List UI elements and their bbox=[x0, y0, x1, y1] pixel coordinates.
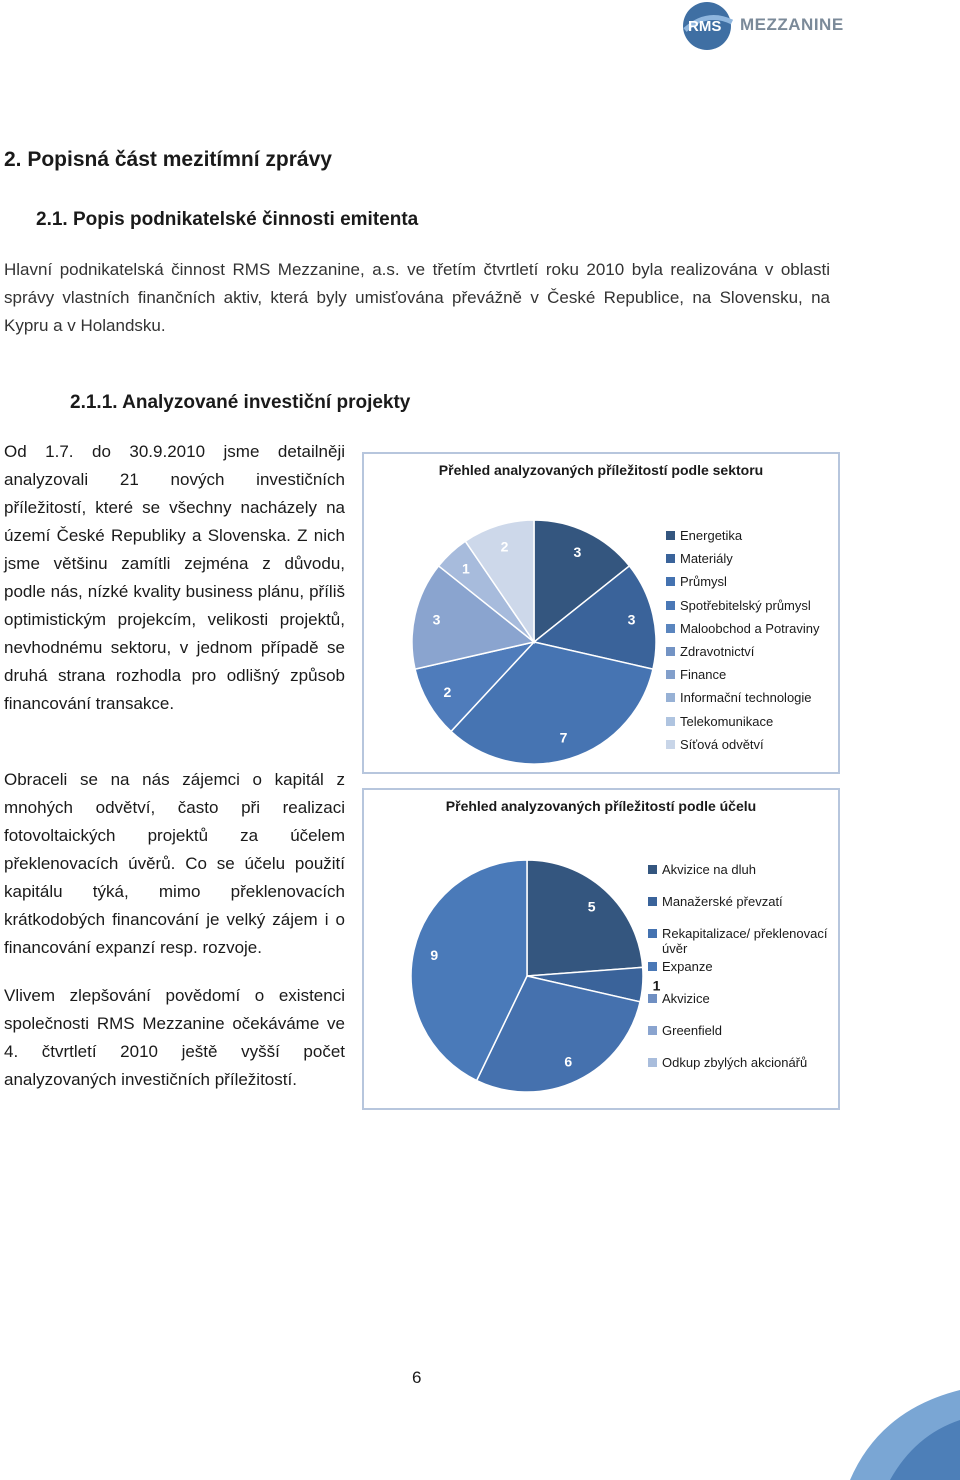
subsubsection-heading: 2.1.1. Analyzované investiční projekty bbox=[70, 392, 411, 413]
subsection-heading: 2.1. Popis podnikatelské činnosti emitenta bbox=[36, 209, 419, 230]
legend-label: Spotřebitelský průmysl bbox=[680, 597, 811, 613]
legend-label: Akvizice na dluh bbox=[662, 862, 756, 877]
slice-label: 3 bbox=[432, 611, 441, 628]
legend-label: Informační technologie bbox=[680, 690, 812, 706]
legend-item bbox=[648, 926, 838, 956]
legend-label: Rekapitalizace/ překlenovací úvěr bbox=[662, 926, 828, 957]
legend-item bbox=[666, 574, 727, 589]
legend-swatch bbox=[666, 531, 675, 540]
legend-item bbox=[666, 528, 742, 543]
legend-item bbox=[666, 714, 773, 729]
legend-item bbox=[666, 551, 733, 566]
legend-swatch bbox=[648, 929, 657, 938]
legend-swatch bbox=[666, 554, 675, 563]
page-number: 6 bbox=[412, 1368, 422, 1387]
slice-label: 6 bbox=[564, 1053, 573, 1070]
legend-item bbox=[666, 621, 819, 636]
legend-item bbox=[666, 737, 764, 752]
corner-decoration-icon bbox=[840, 1390, 960, 1480]
legend-label: Síťová odvětví bbox=[680, 736, 764, 752]
paragraph-demand: Obraceli se na nás zájemci o kapitál z mnohých odvětví, často při realizaci fotovoltaických projektů za účelem překlenovacích úvěrů. Co se účelu použití kapitálu týká, mimo překlenovacích krátkodobých financování je velký zájem i o financování expanzí resp. rozvoje. bbox=[4, 770, 345, 957]
legend-label: Manažerské převzatí bbox=[662, 894, 783, 910]
legend-label: Telekomunikace bbox=[680, 713, 774, 729]
logo-mezzanine-text: MEZZANINE bbox=[740, 15, 844, 34]
intro-paragraph: Hlavní podnikatelská činnost RMS Mezzanine, a.s. ve třetím čtvrtletí roku 2010 byla realizována v oblasti správy vlastních finančních aktiv, která byly umisťována převážně v České Republice, na Slovensku, na Kypru a v Holandsku. bbox=[4, 260, 830, 335]
legend-swatch bbox=[648, 994, 657, 1003]
legend-swatch bbox=[666, 577, 675, 586]
slice-label: 3 bbox=[627, 611, 636, 628]
sector-chart bbox=[362, 452, 840, 774]
slice-label: 2 bbox=[500, 538, 509, 555]
legend-swatch bbox=[666, 601, 675, 610]
legend-swatch bbox=[666, 670, 675, 679]
legend-label: Odkup zbylých akcionářů bbox=[662, 1055, 808, 1071]
legend-item bbox=[666, 598, 811, 613]
legend-swatch bbox=[666, 693, 675, 702]
legend-swatch bbox=[648, 1026, 657, 1035]
legend-label: Maloobchod a Potraviny bbox=[680, 620, 820, 636]
paragraph-analysis: Od 1.7. do 30.9.2010 jsme detailněji analyzovali 21 nových investičních příležitostí, které se všechny nacházely na území České Republiky a Slovenska. Z nich jsme většinu zamítli zejména z důvodu, podle nás, nízké kvality business plánu, příliš optimistickým projekcím, velikosti projektů, nevhodnému sektoru, v jednom případě se druhá strana rozhodla pro odlišný způsob financování transakce. bbox=[4, 442, 345, 713]
legend-item bbox=[666, 667, 726, 682]
legend-swatch bbox=[666, 717, 675, 726]
pie-slice bbox=[527, 860, 643, 976]
legend-swatch bbox=[648, 897, 657, 906]
slice-label: 9 bbox=[430, 946, 439, 963]
slice-label: 7 bbox=[559, 729, 568, 746]
legend-swatch bbox=[648, 865, 657, 874]
legend-item bbox=[666, 644, 754, 659]
legend-swatch bbox=[666, 740, 675, 749]
section-heading: 2. Popisná část mezitímní zprávy bbox=[4, 148, 332, 171]
slice-label: 5 bbox=[587, 898, 596, 915]
legend-label: Greenfield bbox=[662, 1023, 722, 1038]
slice-label: 1 bbox=[462, 560, 470, 577]
legend-label: Energetika bbox=[680, 528, 743, 543]
legend-label: Průmysl bbox=[680, 574, 727, 590]
legend-swatch bbox=[666, 624, 675, 633]
legend-label: Finance bbox=[680, 667, 727, 683]
slice-label: 1 bbox=[652, 977, 661, 994]
legend-item bbox=[648, 1055, 807, 1070]
legend-item bbox=[648, 991, 710, 1006]
legend-label: Expanze bbox=[662, 958, 713, 974]
slice-label: 2 bbox=[443, 684, 452, 701]
legend-item bbox=[648, 1023, 722, 1038]
legend-item bbox=[648, 862, 756, 877]
purpose-chart bbox=[362, 788, 840, 1110]
legend-label: Zdravotnictví bbox=[680, 644, 755, 659]
legend-swatch bbox=[648, 1058, 657, 1067]
legend-label: Materiály bbox=[680, 551, 733, 567]
paragraph-outlook: Vlivem zlepšování povědomí o existenci společnosti RMS Mezzanine očekáváme ve 4. čtvrtletí 2010 ještě vyšší počet analyzovaných investičních příležitostí. bbox=[4, 986, 345, 1089]
chart-title: Přehled analyzovaných příležitostí podle účelu bbox=[445, 798, 757, 814]
legend-swatch bbox=[666, 647, 675, 656]
legend-swatch bbox=[648, 962, 657, 971]
slice-label: 3 bbox=[573, 543, 582, 560]
logo-rms-text: RMS bbox=[688, 18, 722, 35]
chart-title: Přehled analyzovaných příležitostí podle sektoru bbox=[438, 462, 764, 478]
legend-label: Akvizice bbox=[662, 990, 710, 1006]
legend-item bbox=[648, 959, 713, 974]
company-logo bbox=[680, 0, 940, 54]
legend-item bbox=[648, 894, 783, 909]
legend-item bbox=[666, 690, 812, 705]
